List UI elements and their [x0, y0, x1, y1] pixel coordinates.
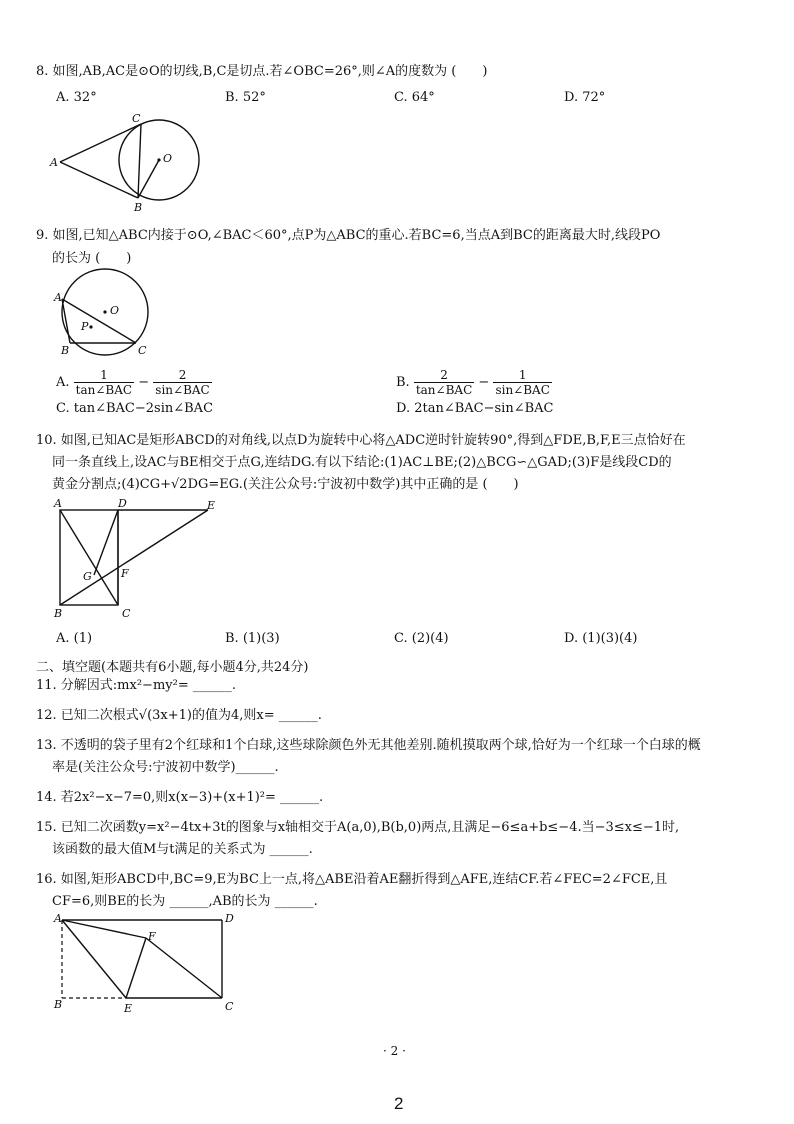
- q10-figure: [48, 497, 228, 626]
- q16-label-a: A: [54, 912, 62, 925]
- q8-figure: [46, 110, 206, 219]
- q8-option-a: A. 32°: [56, 90, 97, 105]
- q8-radius-ob: [138, 160, 159, 198]
- page-mark: · 2 ·: [383, 1044, 406, 1058]
- q10-diagonal-ac: [60, 510, 118, 605]
- q9-side-ac: [62, 299, 136, 343]
- q8-option-d: D. 72°: [564, 90, 606, 105]
- q9-stem-line1: 9. 如图,已知△ABC内接于⊙O,∠BAC＜60°,点P为△ABC的重心.若BC=6,当点A到BC的距离最大时,线段PO: [36, 228, 661, 243]
- q16-label-f: F: [148, 930, 156, 943]
- q9-label-p: P: [81, 320, 89, 333]
- q12-text: 12. 已知二次根式√(3x+1)的值为4,则x= ______.: [36, 708, 322, 723]
- q10-label-f: F: [121, 567, 129, 580]
- q8-tangent-ab: [60, 162, 138, 198]
- q9-option-d: D. 2tan∠BAC−sin∠BAC: [396, 401, 554, 416]
- q16-segment-fc: [146, 938, 222, 998]
- q10-option-a: A. (1): [56, 631, 93, 646]
- q9-option-b: B. $\frac{2}{\text{tan∠BAC}}$ − $\frac{1}{\text{sin∠BAC}}$: [396, 368, 550, 397]
- q10-line-be: [60, 510, 208, 605]
- section-2-heading: 二、填空题(本题共有6小题,每小题4分,共24分): [36, 660, 309, 675]
- q10-label-c: C: [122, 607, 131, 620]
- q8-label-c: C: [132, 112, 141, 125]
- q9-figure: [50, 268, 160, 364]
- q9-label-b: B: [61, 344, 70, 357]
- q15-stem-line1: 15. 已知二次函数y=x²−4tx+3t的图象与x轴相交于A(a,0),B(b,0)两点,且满足−6≤a+b≤−4.当−3≤x≤−1时,: [36, 820, 680, 835]
- q8-chord-bc: [138, 124, 141, 198]
- q9-label-a: A: [54, 291, 62, 304]
- q8-label-a: A: [50, 156, 58, 169]
- q9-label-c: C: [138, 344, 147, 357]
- q10-stem-line1: 10. 如图,已知AC是矩形ABCD的对角线,以点D为旋转中心将△ADC逆时针旋转90°,得到△FDE,B,F,E三点恰好在: [36, 433, 686, 448]
- q10-label-a: A: [54, 497, 62, 510]
- q16-figure: [48, 910, 248, 1024]
- q10-stem-line2: 同一条直线上,设AC与BE相交于点G,连结DG.有以下结论:(1)AC⊥BE;(2)△BCG∽△GAD;(3)F是线段CD的: [52, 455, 672, 470]
- q8-label-b: B: [134, 201, 143, 214]
- q10-option-d: D. (1)(3)(4): [564, 631, 638, 646]
- q16-stem-line2: CF=6,则BE的长为 ______,AB的长为 ______.: [52, 894, 318, 909]
- q8-tangent-ac: [60, 124, 141, 162]
- q15-stem-line2: 该函数的最大值M与t满足的关系式为 ______.: [52, 842, 313, 857]
- q9-option-a: A. $\frac{1}{\text{tan∠BAC}}$ − $\frac{2}{\text{sin∠BAC}}$: [56, 368, 210, 397]
- q16-label-d: D: [225, 912, 234, 925]
- q10-label-g: G: [83, 570, 92, 583]
- q11-text: 11. 分解因式:mx²−my²= ______.: [36, 678, 236, 693]
- q16-segment-fe: [126, 938, 146, 998]
- q10-label-b: B: [54, 607, 63, 620]
- q13-stem-line1: 13. 不透明的袋子里有2个红球和1个白球,这些球除颜色外无其他差别.随机摸取两个球,恰好为一个红球一个白球的概: [36, 738, 701, 753]
- q16-label-b: B: [54, 998, 63, 1011]
- q16-label-c: C: [225, 1000, 234, 1013]
- q10-segment-dg: [94, 510, 118, 575]
- page-number: 2: [394, 1094, 404, 1113]
- q9-option-c: C. tan∠BAC−2sin∠BAC: [56, 401, 214, 416]
- q10-option-b: B. (1)(3): [225, 631, 280, 646]
- q14-text: 14. 若2x²−x−7=0,则x(x−3)+(x+1)²= ______.: [36, 790, 324, 805]
- q8-stem: 8. 如图,AB,AC是⊙O的切线,B,C是切点.若∠OBC=26°,则∠A的度数为 ( ): [36, 64, 488, 79]
- q16-label-e: E: [124, 1002, 133, 1015]
- q8-label-o: O: [163, 152, 173, 165]
- q8-option-c: C. 64°: [394, 90, 435, 105]
- q10-stem-line3: 黄金分割点;(4)CG+√2DG=EG.(关注公众号:宁波初中数学)其中正确的是 ( ): [52, 477, 519, 492]
- q8-option-b: B. 52°: [225, 90, 266, 105]
- q13-stem-line2: 率是(关注公众号:宁波初中数学)______.: [52, 760, 279, 775]
- q10-label-e: E: [207, 499, 216, 512]
- q16-stem-line1: 16. 如图,矩形ABCD中,BC=9,E为BC上一点,将△ABE沿着AE翻折得到△AFE,连结CF.若∠FEC=2∠FCE,且: [36, 872, 668, 887]
- q10-label-d: D: [118, 497, 127, 510]
- q9-label-o: O: [110, 304, 120, 317]
- q10-option-c: C. (2)(4): [394, 631, 449, 646]
- q9-stem-line2: 的长为 ( ): [52, 251, 132, 266]
